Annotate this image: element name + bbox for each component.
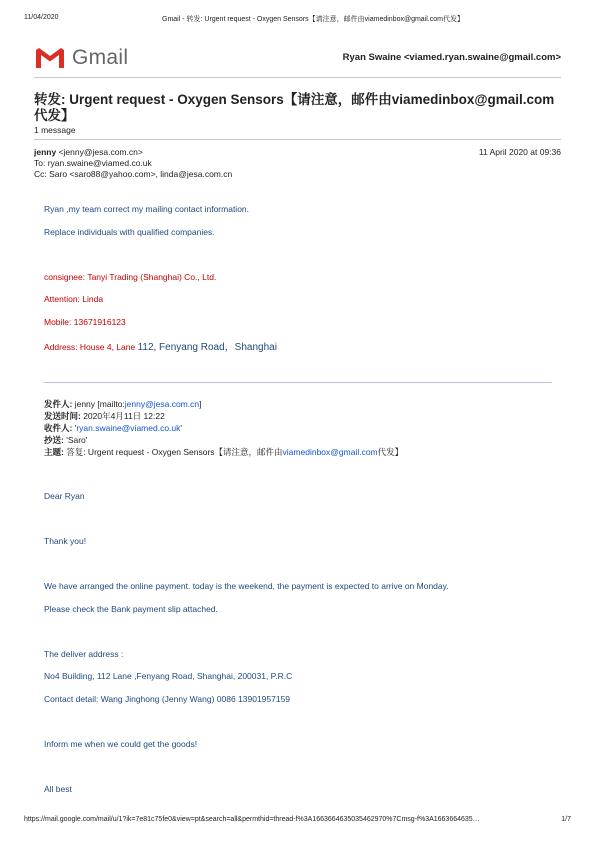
to-line: To: ryan.swaine@viamed.co.uk	[34, 158, 152, 168]
forward-divider	[44, 382, 552, 383]
address-rest: 112, Fenyang Road，Shanghai	[137, 342, 277, 353]
reply-check: Please check the Bank payment slip attached.	[44, 604, 218, 614]
page-number: 1/7	[561, 816, 571, 823]
reply-deliver-heading: The deliver address :	[44, 649, 124, 659]
fwd-from-label: 发件人:	[44, 399, 73, 409]
cc-line: Cc: Saro <saro88@yahoo.com>, linda@jesa.com.cn	[34, 169, 233, 179]
sender-email: <jenny@jesa.com.cn>	[58, 147, 143, 157]
print-footer	[24, 816, 571, 826]
sender-line	[34, 147, 143, 158]
reply-greeting: Dear Ryan	[44, 491, 85, 501]
fwd-to-close: '	[180, 423, 183, 433]
address-line	[44, 338, 277, 353]
divider	[34, 139, 561, 140]
mobile-line: Mobile: 13671916123	[44, 317, 126, 327]
reply-payment: We have arranged the online payment. today is the weekend, the payment is expected to arrive on Monday.	[44, 581, 449, 591]
fwd-subject-link[interactable]: viamedinbox@gmail.com	[282, 447, 378, 457]
reply-inform: Inform me when we could get the goods!	[44, 739, 198, 749]
reply-closing: All best	[44, 784, 72, 794]
fwd-subject-value: 答复: Urgent request - Oxygen Sensors【请注意，邮件由	[63, 447, 283, 457]
consignee-line: consignee: Tanyi Trading (Shanghai) Co., Ltd.	[44, 272, 217, 282]
fwd-sent-label: 发送时间:	[44, 411, 81, 421]
print-date: 11/04/2020	[24, 14, 59, 21]
sender-name: jenny	[34, 147, 57, 157]
subject-line-1: 转发: Urgent request - Oxygen Sensors【请注意，邮件由viamedinbox@gmail.com	[34, 92, 555, 107]
gmail-logo[interactable]	[34, 44, 134, 72]
body-line-2: Replace individuals with qualified companies.	[44, 227, 215, 237]
attention-line: Attention: Linda	[44, 294, 104, 304]
fwd-sent	[44, 410, 165, 422]
thread-subject	[34, 92, 561, 124]
fwd-sent-value: 2020年4月11日 12:22	[80, 411, 165, 421]
print-header	[24, 14, 571, 26]
fwd-cc-value: 'Saro'	[63, 435, 88, 445]
fwd-to-label: 收件人:	[44, 423, 73, 433]
fwd-subject-label: 主题:	[44, 447, 64, 457]
fwd-to-open: '	[72, 423, 77, 433]
fwd-to-email-link[interactable]: ryan.swaine@viamed.co.uk	[76, 423, 181, 433]
reply-thanks: Thank you!	[44, 536, 87, 546]
gmail-envelope-icon	[34, 46, 66, 70]
fwd-to	[44, 422, 182, 434]
fwd-subject	[44, 446, 403, 458]
body-line-1: Ryan ,my team correct my mailing contact information.	[44, 204, 250, 214]
footer-url: https://mail.google.com/mail/u/1?ik=7e81c75fe0&view=pt&search=all&permthid=thread-f%3A1663664635035462970%7Cmsg-f%3A16636646​35…	[24, 816, 480, 823]
fwd-cc	[44, 434, 87, 446]
message-count: 1 message	[34, 125, 76, 135]
account-label: Ryan Swaine <viamed.ryan.swaine@gmail.com>	[342, 52, 561, 63]
reply-deliver-address: No4 Building, 112 Lane ,Fenyang Road, Shanghai, 200031, P.R.C	[44, 671, 293, 681]
fwd-from-email-link[interactable]: jenny@jesa.com.cn	[124, 399, 200, 409]
subject-line-2: 代发】	[34, 108, 75, 123]
fwd-cc-label: 抄送:	[44, 435, 64, 445]
gmail-wordmark: Gmail	[72, 46, 129, 69]
address-label: Address: House 4, Lane	[44, 342, 138, 352]
print-title: Gmail - 转发: Urgent request - Oxygen Sensors【请注意，邮件由viamedinbox@gmail.com代发】	[162, 16, 464, 23]
reply-contact: Contact detail: Wang Jinghong (Jenny Wang) 0086 13901957159	[44, 694, 291, 704]
fwd-subject-end: 代发】	[377, 447, 404, 457]
fwd-from	[44, 398, 201, 410]
fwd-from-value: jenny [mailto:	[72, 399, 125, 409]
gmail-header	[34, 44, 561, 78]
message-date: 11 April 2020 at 09:36	[478, 147, 561, 157]
fwd-from-close: ]	[199, 399, 202, 409]
